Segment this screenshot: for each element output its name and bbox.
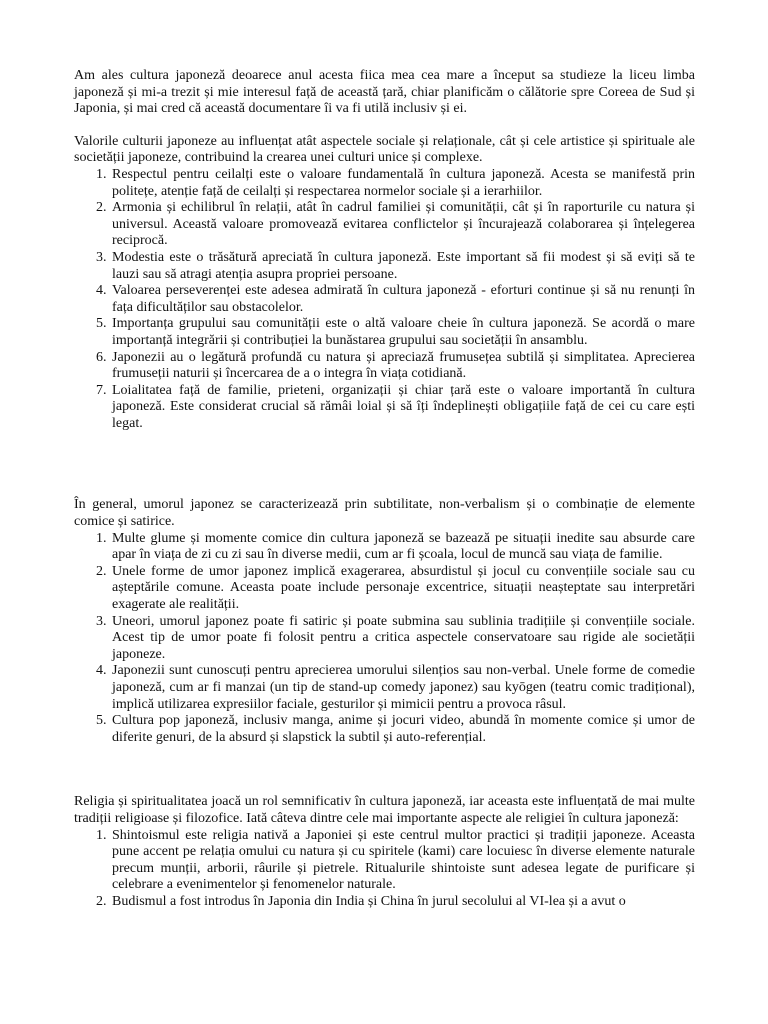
- list-item: 3. Uneori, umorul japonez poate fi satiric și poate submina sau sublinia tradițiile și convențiile sociale. Acest tip de umor poate fi folosit pentru a critica aspectele conservatoare sau rigide ale societății japoneze.: [110, 614, 695, 664]
- list-item: 3. Modestia este o trăsătură apreciată în cultura japoneză. Este important să fii modest și să eviți să te lauzi sau să atragi atenția asupra propriei persoane.: [110, 250, 695, 283]
- list-item: 7. Loialitatea față de familie, prieteni, organizații și chiar țară este o valoare importantă în cultura japoneză. Este considerat crucial să rămâi loial și să îți îndeplinești obligațiile față de cei cu care ești legat.: [110, 383, 695, 433]
- list-item: 2. Budismul a fost introdus în Japonia din India și China în jurul secolului al VI-lea și a avut o: [110, 894, 695, 911]
- intro-paragraph: Am ales cultura japoneză deoarece anul acesta fiica mea cea mare a început sa studieze la liceu limba japoneză și mi-a trezit și mie interesul față de această țară, chiar planificăm o călătorie spre Coreea de Sud și Japonia, și mai cred că această documentare îi va fi utilă inclusiv și ei.: [74, 68, 695, 117]
- list-item: 1. Shintoismul este religia nativă a Japoniei și este centrul multor practici și tradiții japoneze. Aceasta pune accent pe relația omului cu natura și cu spiritele (kami) care locuiesc în diverse elemente naturale precum munții, arborii, râurile și pietrele. Ritualurile shintoiste sunt adesea legate de purificare și celebrare a evenimentelor și fenomenelor naturale.: [110, 828, 695, 894]
- list-item: 2. Armonia și echilibrul în relații, atât în cadrul familiei și comunității, cât și în raporturile cu natura și universul. Această valoare promovează evitarea conflictelor și încurajează colaborarea și înțelegerea reciprocă.: [110, 200, 695, 250]
- list-item: 1. Respectul pentru ceilalți este o valoare fundamentală în cultura japoneză. Acesta se manifestă prin politețe, atenție față de ceilalți și respectarea normelor sociale și a ierarhiilor.: [110, 167, 695, 200]
- list-item: 5. Importanța grupului sau comunității este o altă valoare cheie în cultura japoneză. Se acordă o mare importanță integrării și contribuției la bunăstarea grupului sau societății în ansamblu.: [110, 316, 695, 349]
- list-item: 5. Cultura pop japoneză, inclusiv manga, anime și jocuri video, abundă în momente comice și umor de diferite genuri, de la absurd și slapstick la subtil și auto-referențial.: [110, 713, 695, 746]
- religion-list: [74, 828, 695, 911]
- values-list: [74, 167, 695, 433]
- humor-intro: În general, umorul japonez se caracterizează prin subtilitate, non-verbalism și o combinație de elemente comice și satirice.: [74, 497, 695, 530]
- list-item: 4. Valoarea perseverenței este adesea admirată în cultura japoneză - eforturi continue și să nu renunți în fața dificultăților sau obstacolelor.: [110, 283, 695, 316]
- list-item: 4. Japonezii sunt cunoscuți pentru aprecierea umorului silențios sau non-verbal. Unele forme de comedie japoneză, cum ar fi manzai (un tip de stand-up comedy japonez) sau kyōgen (teatru comic tradițional), implică utilizarea expresiilor faciale, gesturilor și mimicii pentru a provoca râsul.: [110, 663, 695, 713]
- religion-intro: Religia și spiritualitatea joacă un rol semnificativ în cultura japoneză, iar aceasta este influențată de mai multe tradiții religioase și filozofice. Iată câteva dintre cele mai importante aspecte ale religiei în cultura japoneză:: [74, 794, 695, 826]
- humor-list: [74, 531, 695, 747]
- list-item: 1. Multe glume și momente comice din cultura japoneză se bazează pe situații inedite sau absurde care apar în viața de zi cu zi sau în diverse medii, cum ar fi școala, locul de muncă sau viața de familie.: [110, 531, 695, 564]
- list-item: 6. Japonezii au o legătură profundă cu natura și apreciază frumusețea subtilă și simplitatea. Aprecierea frumuseții naturii și încercarea de a o integra în viața cotidiană.: [110, 350, 695, 383]
- list-item: 2. Unele forme de umor japonez implică exagerarea, absurdistul și jocul cu convențiile sociale sau cu așteptările comune. Aceasta poate include personaje excentrice, situații neașteptate sau interpretări exagerate ale realității.: [110, 564, 695, 614]
- values-intro: Valorile culturii japoneze au influențat atât aspectele sociale și relaționale, cât și cele artistice și spirituale ale societății japoneze, contribuind la crearea unei culturi unice și complexe.: [74, 133, 695, 166]
- document-page: [74, 68, 695, 911]
